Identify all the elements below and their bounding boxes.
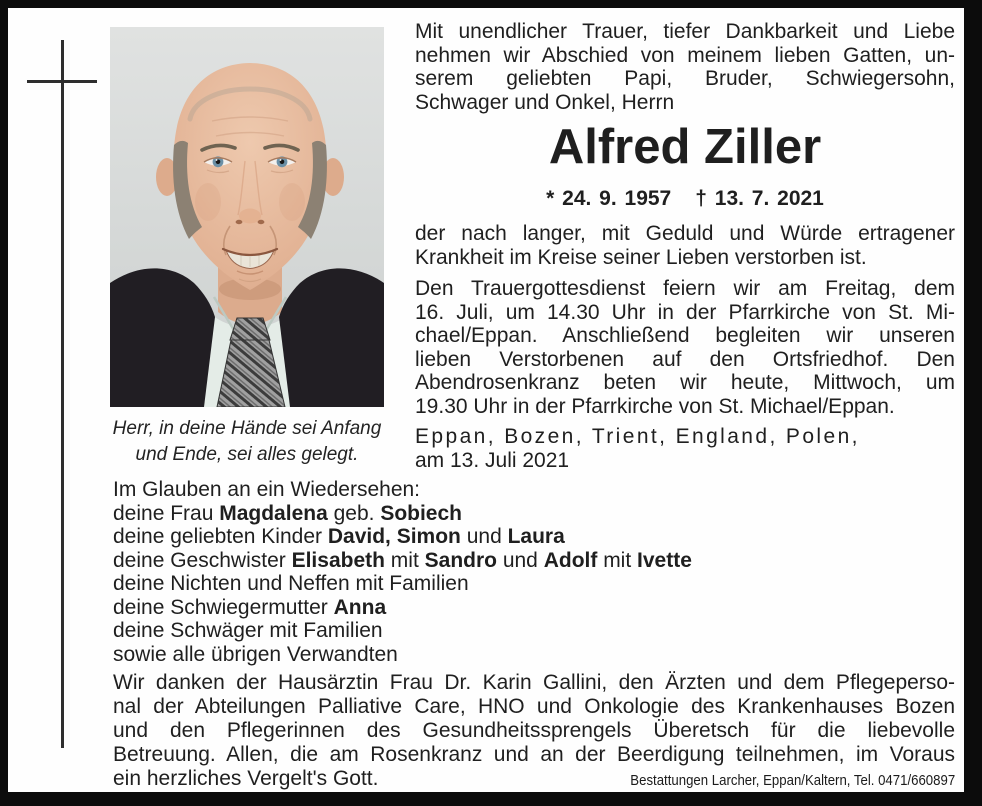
mourner-line-nieces-nephews: deine Nichten und Neffen mit Familien: [113, 572, 469, 595]
photo-caption: [97, 416, 397, 468]
intro-line-4: Schwager und Onkel, Herrn: [415, 90, 675, 114]
photo-caption-line-2: und Ende, sei alles gelegt.: [135, 444, 359, 465]
farewell-heading: Im Glauben an ein Wiedersehen:: [113, 478, 421, 501]
mourner-line-wife: deine Frau Magdalena geb. Sobiech: [113, 501, 462, 525]
death-date: † 13. 7. 2021: [695, 187, 824, 210]
notice-column: [415, 20, 955, 473]
mourners-section: [113, 478, 955, 666]
intro-line-1: Mit unendlicher Trauer, tiefer Dankbarkeit und Liebe: [415, 20, 955, 43]
life-dates: [415, 186, 955, 212]
deceased-name: Alfred Ziller: [548, 120, 822, 174]
service-line-2: 16. Juli, um 14.30 Uhr in der Pfarrkirche von St. Mi-: [415, 300, 955, 324]
thanks-line-5: ein herzliches Vergelt's Gott.: [113, 767, 379, 790]
death-notice-line-1: der nach langer, mit Geduld und Würde ertragener: [415, 222, 955, 245]
funeral-home-credit: [113, 772, 955, 789]
intro-paragraph: [415, 20, 955, 114]
obituary-card: [8, 8, 964, 792]
service-line-4: lieben Verstorbenen auf den Ortsfriedhof. Den: [415, 347, 955, 371]
photo-caption-line-1: Herr, in deine Hände sei Anfang: [112, 418, 382, 439]
intro-line-2: nehmen wir Abschied von meinem lieben Gatten, un-: [415, 43, 955, 67]
service-line-1: Den Trauergottesdienst feiern wir am Freitag, dem: [415, 277, 955, 300]
mourner-line-relatives: sowie alle übrigen Verwandten: [113, 642, 398, 666]
mourner-line-brothers-in-law: deine Schwäger mit Familien: [113, 619, 383, 642]
funeral-home-text: Bestattungen Larcher, Eppan/Kaltern, Tel. 0471/660897: [630, 772, 955, 789]
cross-vertical-bar: [61, 40, 64, 748]
cross-icon: [27, 40, 97, 748]
service-line-5: Abendrosenkranz beten wir heute, Mittwoch, um: [415, 371, 955, 394]
portrait-illustration: [110, 27, 384, 407]
thanks-line-3: und den Pflegerinnen des Gesundheitssprengels Überetsch für die liebevolle: [113, 719, 955, 742]
service-line-6: 19.30 Uhr in der Pfarrkirche von St. Michael/Eppan.: [415, 394, 895, 418]
service-line-3: chael/Eppan. Anschließend begleiten wir unseren: [415, 324, 955, 347]
service-info-paragraph: [415, 277, 955, 418]
mourner-line-children: deine geliebten Kinder David, Simon und Laura: [113, 525, 565, 548]
death-notice-line-2: Krankheit im Kreise seiner Lieben verstorben ist.: [415, 245, 867, 269]
places-line: Eppan, Bozen, Trient, England, Polen,: [415, 425, 860, 448]
date-line: am 13. Juli 2021: [415, 449, 570, 472]
mourner-line-siblings: deine Geschwister Elisabeth mit Sandro und Adolf mit Ivette: [113, 548, 692, 572]
cross-horizontal-bar: [27, 80, 97, 83]
portrait-photo: [110, 27, 384, 407]
death-notice-paragraph: [415, 222, 955, 269]
thanks-line-2: nal der Abteilungen Palliative Care, HNO und Onkologie des Krankenhauses Bozen: [113, 695, 955, 718]
thanks-line-4: Betreuung. Allen, die am Rosenkranz und an der Beerdigung teilnehmen, im Voraus: [113, 743, 955, 766]
places-and-date: [415, 425, 955, 473]
intro-line-3: serem geliebten Papi, Bruder, Schwiegersohn,: [415, 67, 955, 90]
birth-date: * 24. 9. 1957: [546, 187, 672, 210]
mourner-line-mother-in-law: deine Schwiegermutter Anna: [113, 595, 387, 619]
thanks-line-1: Wir danken der Hausärztin Frau Dr. Karin Gallini, den Ärzten und dem Pflegeperso-: [113, 671, 955, 694]
